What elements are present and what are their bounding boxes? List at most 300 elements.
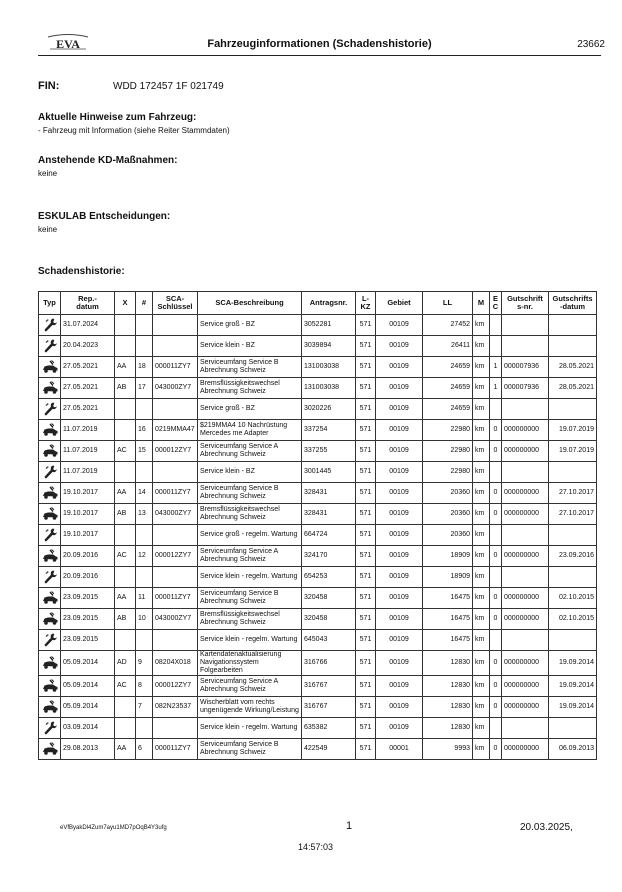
table-row — [39, 441, 597, 462]
cell-ec — [490, 718, 502, 739]
cell-sca: 0219MMA47 — [153, 420, 198, 441]
cell-n — [136, 399, 153, 420]
cell-desc: Bremsflüssigkeitswechsel Abrechnung Schweiz — [198, 609, 302, 630]
cell-n: 13 — [136, 504, 153, 525]
cell-ll: 9993 — [423, 739, 473, 760]
cell-gs-nr — [502, 567, 549, 588]
cell-ll: 20360 — [423, 483, 473, 504]
cell-antrag: 3001445 — [302, 462, 356, 483]
cell-antrag: 337254 — [302, 420, 356, 441]
cell-n: 17 — [136, 378, 153, 399]
cell-n: 18 — [136, 357, 153, 378]
table-header-row — [39, 292, 597, 315]
car-repair-icon — [39, 676, 61, 697]
car-repair-icon — [39, 483, 61, 504]
cell-ec: 0 — [490, 441, 502, 462]
cell-x — [115, 315, 136, 336]
cell-m: km — [473, 546, 490, 567]
cell-ec — [490, 399, 502, 420]
cell-gs-date — [549, 630, 597, 651]
cell-ec — [490, 525, 502, 546]
cell-gs-date: 02.10.2015 — [549, 609, 597, 630]
cell-m: km — [473, 718, 490, 739]
cell-gs-nr: 000007936 — [502, 378, 549, 399]
table-body — [39, 315, 597, 760]
cell-n: 6 — [136, 739, 153, 760]
cell-m: km — [473, 483, 490, 504]
table-row — [39, 567, 597, 588]
kd-title: Anstehende KD-Maßnahmen: — [38, 155, 178, 166]
cell-ll: 22980 — [423, 441, 473, 462]
cell-m: km — [473, 399, 490, 420]
wrench-icon — [39, 336, 61, 357]
cell-date: 05.09.2014 — [61, 697, 115, 718]
cell-lkz: 571 — [356, 483, 376, 504]
cell-m: km — [473, 739, 490, 760]
cell-antrag: 316767 — [302, 676, 356, 697]
cell-ll: 16475 — [423, 609, 473, 630]
cell-antrag: 316767 — [302, 697, 356, 718]
table-row — [39, 546, 597, 567]
cell-lkz: 571 — [356, 718, 376, 739]
cell-m: km — [473, 504, 490, 525]
cell-lkz: 571 — [356, 441, 376, 462]
cell-date: 20.09.2016 — [61, 567, 115, 588]
car-repair-icon — [39, 588, 61, 609]
cell-gebiet: 00109 — [376, 315, 423, 336]
cell-gs-nr: 000000000 — [502, 504, 549, 525]
table-row — [39, 504, 597, 525]
cell-gs-date: 19.09.2014 — [549, 651, 597, 676]
cell-desc: Serviceumfang Service B Abrechnung Schweiz — [198, 588, 302, 609]
cell-sca: 000012ZY7 — [153, 441, 198, 462]
cell-gs-nr: 000000000 — [502, 676, 549, 697]
cell-n: 8 — [136, 676, 153, 697]
cell-ec: 0 — [490, 420, 502, 441]
cell-date: 31.07.2024 — [61, 315, 115, 336]
page-header — [38, 33, 605, 56]
cell-x: AB — [115, 504, 136, 525]
column-header: LL — [423, 292, 473, 315]
cell-date: 03.09.2014 — [61, 718, 115, 739]
cell-gs-nr: 000000000 — [502, 420, 549, 441]
car-repair-icon — [39, 357, 61, 378]
cell-m: km — [473, 588, 490, 609]
cell-sca — [153, 399, 198, 420]
cell-lkz: 571 — [356, 676, 376, 697]
cell-sca: 000011ZY7 — [153, 483, 198, 504]
column-header: Antragsnr. — [302, 292, 356, 315]
cell-x: AC — [115, 441, 136, 462]
cell-ll: 22980 — [423, 420, 473, 441]
cell-desc: Service klein - regelm. Wartung — [198, 630, 302, 651]
cell-gebiet: 00109 — [376, 546, 423, 567]
wrench-icon — [39, 567, 61, 588]
cell-x: AC — [115, 676, 136, 697]
cell-gs-nr: 000000000 — [502, 546, 549, 567]
cell-x — [115, 630, 136, 651]
cell-date: 20.04.2023 — [61, 336, 115, 357]
cell-m: km — [473, 441, 490, 462]
cell-date: 05.09.2014 — [61, 651, 115, 676]
historie-title: Schadenshistorie: — [38, 266, 125, 277]
cell-gs-nr: 000007936 — [502, 357, 549, 378]
table-row — [39, 739, 597, 760]
cell-ec — [490, 336, 502, 357]
cell-sca: 082N23537 — [153, 697, 198, 718]
cell-gs-date: 23.09.2016 — [549, 546, 597, 567]
column-header: L- KZ — [356, 292, 376, 315]
cell-lkz: 571 — [356, 378, 376, 399]
cell-sca: 000011ZY7 — [153, 357, 198, 378]
cell-sca: 000011ZY7 — [153, 588, 198, 609]
cell-gs-nr: 000000000 — [502, 739, 549, 760]
cell-ec: 0 — [490, 483, 502, 504]
fin-value: WDD 172457 1F 021749 — [113, 81, 224, 92]
cell-desc: Serviceumfang Service B Abrechnung Schweiz — [198, 483, 302, 504]
wrench-icon — [39, 462, 61, 483]
cell-n: 10 — [136, 609, 153, 630]
cell-gebiet: 00109 — [376, 378, 423, 399]
cell-n: 16 — [136, 420, 153, 441]
cell-ec: 1 — [490, 378, 502, 399]
cell-date: 27.05.2021 — [61, 378, 115, 399]
cell-ec: 0 — [490, 697, 502, 718]
wrench-icon — [39, 718, 61, 739]
cell-date: 19.10.2017 — [61, 483, 115, 504]
cell-ec — [490, 315, 502, 336]
cell-sca — [153, 718, 198, 739]
cell-date: 23.09.2015 — [61, 630, 115, 651]
cell-n — [136, 315, 153, 336]
cell-gs-date: 28.05.2021 — [549, 378, 597, 399]
cell-x — [115, 399, 136, 420]
cell-gs-nr — [502, 630, 549, 651]
cell-gebiet: 00109 — [376, 588, 423, 609]
cell-gs-date: 28.05.2021 — [549, 357, 597, 378]
column-header: Gutschrift s-nr. — [502, 292, 549, 315]
footer-code: eVfByakDl4Zum7ayu1MD7pOqB4Y3ufg — [60, 825, 167, 831]
cell-ec — [490, 567, 502, 588]
cell-x: AD — [115, 651, 136, 676]
cell-ll: 18909 — [423, 567, 473, 588]
table-row — [39, 399, 597, 420]
cell-gebiet: 00109 — [376, 441, 423, 462]
cell-ec: 0 — [490, 676, 502, 697]
cell-date: 11.07.2019 — [61, 462, 115, 483]
cell-antrag: 635382 — [302, 718, 356, 739]
cell-lkz: 571 — [356, 697, 376, 718]
cell-gs-nr: 000000000 — [502, 441, 549, 462]
cell-date: 11.07.2019 — [61, 441, 115, 462]
cell-desc: Service klein - regelm. Wartung — [198, 718, 302, 739]
cell-gs-nr — [502, 462, 549, 483]
cell-gs-date: 27.10.2017 — [549, 483, 597, 504]
cell-ec: 0 — [490, 588, 502, 609]
cell-desc: $219MMA4 10 Nachrüstung Mercedes me Adapter — [198, 420, 302, 441]
cell-x — [115, 567, 136, 588]
cell-x — [115, 718, 136, 739]
cell-date: 20.09.2016 — [61, 546, 115, 567]
cell-lkz: 571 — [356, 630, 376, 651]
cell-gs-date — [549, 567, 597, 588]
cell-x: AA — [115, 357, 136, 378]
cell-gs-date — [549, 718, 597, 739]
cell-sca: 000012ZY7 — [153, 546, 198, 567]
cell-x — [115, 462, 136, 483]
cell-gs-nr — [502, 315, 549, 336]
cell-date: 29.08.2013 — [61, 739, 115, 760]
cell-antrag: 664724 — [302, 525, 356, 546]
cell-gebiet: 00109 — [376, 609, 423, 630]
svg-text:EVA: EVA — [56, 37, 80, 51]
column-header: M — [473, 292, 490, 315]
car-repair-icon — [39, 378, 61, 399]
car-repair-icon — [39, 651, 61, 676]
cell-ll: 20360 — [423, 525, 473, 546]
car-repair-icon — [39, 739, 61, 760]
cell-antrag: 328431 — [302, 483, 356, 504]
footer-date: 20.03.2025, — [520, 822, 573, 833]
cell-desc: Service groß - BZ — [198, 315, 302, 336]
cell-lkz: 571 — [356, 357, 376, 378]
cell-gebiet: 00109 — [376, 357, 423, 378]
cell-lkz: 571 — [356, 525, 376, 546]
cell-ll: 16475 — [423, 630, 473, 651]
cell-antrag: 654253 — [302, 567, 356, 588]
wrench-icon — [39, 399, 61, 420]
table-row — [39, 697, 597, 718]
cell-ll: 24659 — [423, 357, 473, 378]
cell-lkz: 571 — [356, 546, 376, 567]
cell-ll: 27452 — [423, 315, 473, 336]
column-header: E C — [490, 292, 502, 315]
cell-antrag: 131003038 — [302, 357, 356, 378]
cell-antrag: 3020226 — [302, 399, 356, 420]
table-row — [39, 651, 597, 676]
cell-gebiet: 00001 — [376, 739, 423, 760]
cell-gs-date — [549, 336, 597, 357]
cell-desc: Service klein - BZ — [198, 462, 302, 483]
cell-x — [115, 420, 136, 441]
cell-desc: Wischerblatt vom rechts ungenügende Wirkung/Leistung — [198, 697, 302, 718]
table-row — [39, 336, 597, 357]
cell-gebiet: 00109 — [376, 718, 423, 739]
cell-desc: Service groß - regelm. Wartung — [198, 525, 302, 546]
cell-antrag: 3052281 — [302, 315, 356, 336]
cell-date: 23.09.2015 — [61, 588, 115, 609]
cell-gebiet: 00109 — [376, 525, 423, 546]
cell-lkz: 571 — [356, 588, 376, 609]
table-row — [39, 315, 597, 336]
cell-ec: 0 — [490, 609, 502, 630]
cell-ll: 12830 — [423, 651, 473, 676]
cell-gebiet: 00109 — [376, 651, 423, 676]
cell-sca: 000012ZY7 — [153, 676, 198, 697]
car-repair-icon — [39, 420, 61, 441]
cell-lkz: 571 — [356, 504, 376, 525]
table-row — [39, 676, 597, 697]
cell-desc: Serviceumfang Service B Abrechnung Schweiz — [198, 357, 302, 378]
cell-x — [115, 336, 136, 357]
cell-sca: 043000ZY7 — [153, 378, 198, 399]
cell-ll: 24659 — [423, 378, 473, 399]
cell-desc: Service klein - BZ — [198, 336, 302, 357]
cell-x: AA — [115, 588, 136, 609]
history-table-wrap — [38, 291, 596, 760]
cell-date: 11.07.2019 — [61, 420, 115, 441]
cell-gebiet: 00109 — [376, 483, 423, 504]
cell-x: AC — [115, 546, 136, 567]
car-repair-icon — [39, 697, 61, 718]
cell-n — [136, 525, 153, 546]
eskulab-title: ESKULAB Entscheidungen: — [38, 211, 171, 222]
cell-antrag: 320458 — [302, 588, 356, 609]
car-repair-icon — [39, 609, 61, 630]
cell-ec: 0 — [490, 739, 502, 760]
column-header: Typ — [39, 292, 61, 315]
cell-sca: 043000ZY7 — [153, 504, 198, 525]
cell-gs-date: 19.09.2014 — [549, 676, 597, 697]
cell-gebiet: 00109 — [376, 462, 423, 483]
car-repair-icon — [39, 441, 61, 462]
cell-lkz: 571 — [356, 567, 376, 588]
cell-ec: 0 — [490, 651, 502, 676]
cell-gs-nr: 000000000 — [502, 483, 549, 504]
cell-sca — [153, 315, 198, 336]
cell-n — [136, 336, 153, 357]
cell-antrag: 324170 — [302, 546, 356, 567]
cell-desc: Serviceumfang Service A Abrechnung Schweiz — [198, 546, 302, 567]
table-row — [39, 483, 597, 504]
column-header: Gebiet — [376, 292, 423, 315]
table-row — [39, 588, 597, 609]
cell-gs-nr — [502, 399, 549, 420]
cell-sca: 08204X018 — [153, 651, 198, 676]
document-number: 23662 — [577, 39, 605, 50]
cell-antrag: 337255 — [302, 441, 356, 462]
cell-gs-nr — [502, 525, 549, 546]
cell-m: km — [473, 315, 490, 336]
cell-gebiet: 00109 — [376, 697, 423, 718]
cell-m: km — [473, 609, 490, 630]
cell-gs-nr: 000000000 — [502, 609, 549, 630]
table-row — [39, 462, 597, 483]
column-header: SCA-Beschreibung — [198, 292, 302, 315]
cell-x: AB — [115, 609, 136, 630]
cell-date: 19.10.2017 — [61, 525, 115, 546]
wrench-icon — [39, 525, 61, 546]
cell-m: km — [473, 676, 490, 697]
eskulab-text: keine — [38, 225, 58, 234]
cell-sca — [153, 525, 198, 546]
footer-time: 14:57:03 — [298, 842, 334, 852]
cell-ll: 12830 — [423, 718, 473, 739]
wrench-icon — [39, 630, 61, 651]
cell-ll: 26411 — [423, 336, 473, 357]
table-row — [39, 357, 597, 378]
cell-ec: 0 — [490, 546, 502, 567]
wrench-icon — [39, 315, 61, 336]
cell-x: AA — [115, 739, 136, 760]
cell-n: 9 — [136, 651, 153, 676]
cell-ll: 12830 — [423, 676, 473, 697]
cell-gebiet: 00109 — [376, 567, 423, 588]
cell-sca: 000011ZY7 — [153, 739, 198, 760]
cell-desc: Serviceumfang Service B Abrechnung Schweiz — [198, 739, 302, 760]
cell-gs-nr: 000000000 — [502, 697, 549, 718]
cell-n: 15 — [136, 441, 153, 462]
cell-ec — [490, 630, 502, 651]
page-number: 1 — [346, 820, 353, 832]
cell-gs-date: 02.10.2015 — [549, 588, 597, 609]
cell-n — [136, 630, 153, 651]
car-repair-icon — [39, 504, 61, 525]
cell-gebiet: 00109 — [376, 399, 423, 420]
fin-label: FIN: — [38, 80, 60, 92]
column-header: # — [136, 292, 153, 315]
cell-gs-date: 19.07.2019 — [549, 420, 597, 441]
cell-desc: Bremsflüssigkeitswechsel Abrechnung Schweiz — [198, 504, 302, 525]
cell-m: km — [473, 525, 490, 546]
cell-m: km — [473, 462, 490, 483]
car-repair-icon — [39, 546, 61, 567]
cell-antrag: 320458 — [302, 609, 356, 630]
cell-date: 27.05.2021 — [61, 399, 115, 420]
cell-gs-nr: 000000000 — [502, 651, 549, 676]
hinweise-text: - Fahrzeug mit Information (siehe Reiter Stammdaten) — [38, 126, 230, 135]
cell-desc: Serviceumfang Service A Abrechnung Schweiz — [198, 441, 302, 462]
cell-lkz: 571 — [356, 399, 376, 420]
cell-n: 11 — [136, 588, 153, 609]
cell-date: 27.05.2021 — [61, 357, 115, 378]
cell-n: 14 — [136, 483, 153, 504]
cell-gs-date: 06.09.2013 — [549, 739, 597, 760]
cell-ll: 22980 — [423, 462, 473, 483]
cell-sca — [153, 567, 198, 588]
cell-gebiet: 00109 — [376, 504, 423, 525]
cell-lkz: 571 — [356, 420, 376, 441]
cell-antrag: 422549 — [302, 739, 356, 760]
cell-lkz: 571 — [356, 609, 376, 630]
cell-n: 12 — [136, 546, 153, 567]
cell-ll: 24659 — [423, 399, 473, 420]
cell-gs-date: 27.10.2017 — [549, 504, 597, 525]
table-row — [39, 378, 597, 399]
cell-ec: 1 — [490, 357, 502, 378]
cell-desc: Kartendatenaktualisierung Navigationssystem Folgearbeiten — [198, 651, 302, 676]
table-row — [39, 718, 597, 739]
cell-x: AB — [115, 378, 136, 399]
column-header: Rep.- datum — [61, 292, 115, 315]
cell-desc: Bremsflüssigkeitswechsel Abrechnung Schweiz — [198, 378, 302, 399]
cell-gs-date: 19.09.2014 — [549, 697, 597, 718]
cell-m: km — [473, 651, 490, 676]
cell-ll: 20360 — [423, 504, 473, 525]
cell-antrag: 328431 — [302, 504, 356, 525]
cell-gs-nr — [502, 718, 549, 739]
cell-lkz: 571 — [356, 739, 376, 760]
cell-antrag: 645043 — [302, 630, 356, 651]
cell-ll: 16475 — [423, 588, 473, 609]
cell-n — [136, 462, 153, 483]
cell-antrag: 316766 — [302, 651, 356, 676]
cell-desc: Serviceumfang Service A Abrechnung Schweiz — [198, 676, 302, 697]
kd-text: keine — [38, 169, 58, 178]
cell-gebiet: 00109 — [376, 420, 423, 441]
cell-gs-date: 19.07.2019 — [549, 441, 597, 462]
hinweise-title: Aktuelle Hinweise zum Fahrzeug: — [38, 112, 197, 123]
